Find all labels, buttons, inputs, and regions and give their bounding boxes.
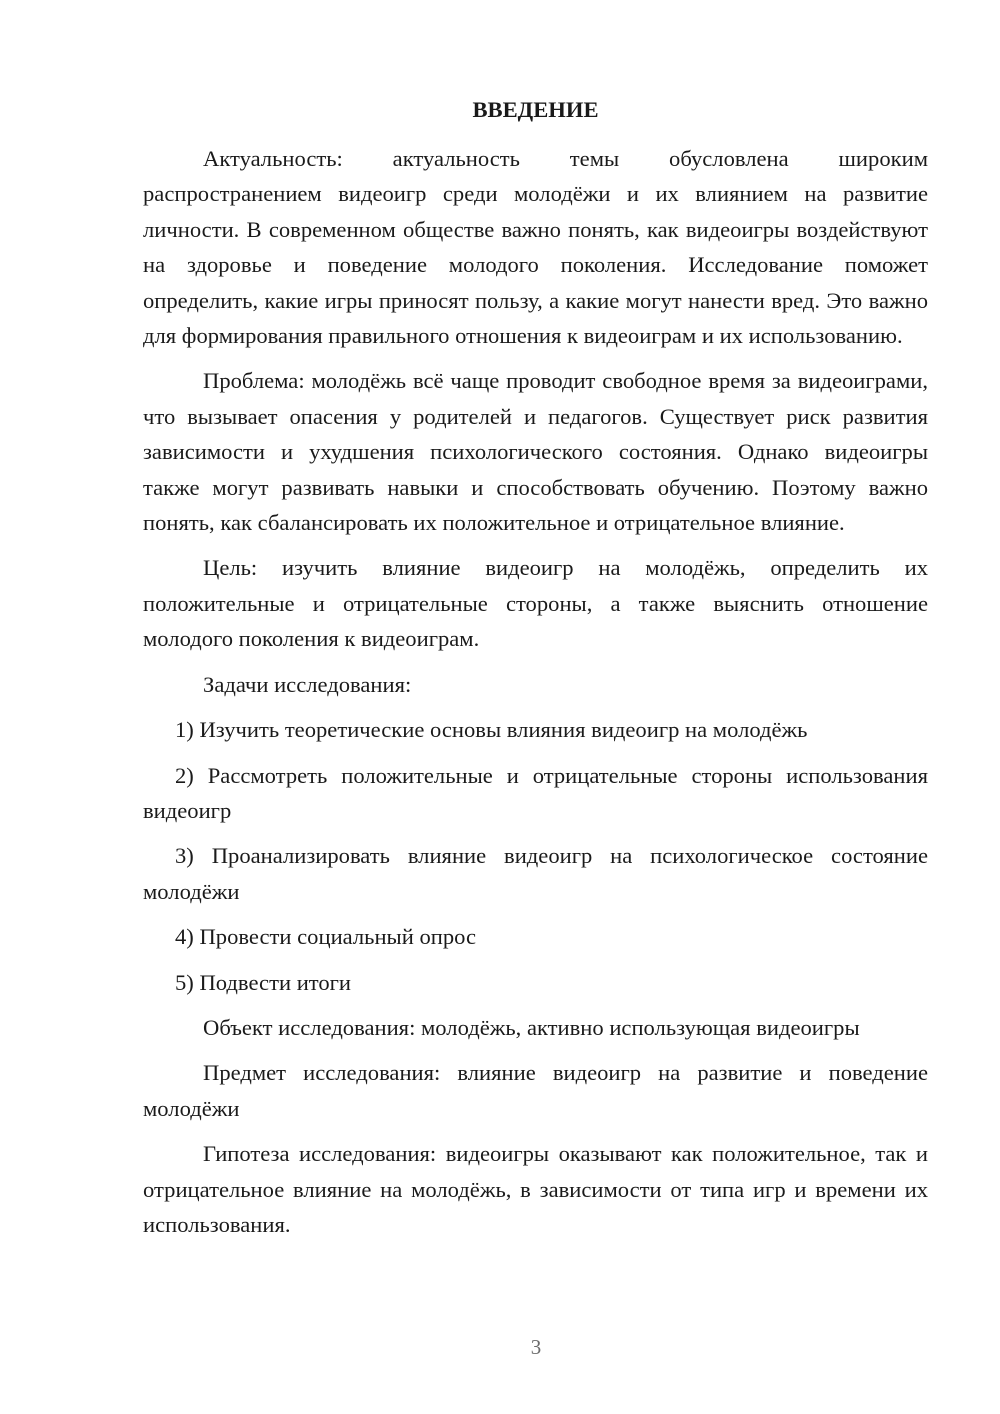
goal-paragraph: Цель: изучить влияние видеоигр на молодёжь, определить их положительные и отрицательные стороны, а также выяснить отношение молодого поколения к видеоиграм.: [143, 555, 928, 652]
task-item-2: 2) Рассмотреть положительные и отрицательные стороны использования видеоигр: [143, 762, 928, 823]
task-item-5: 5) Подвести итоги: [175, 969, 352, 995]
task-item-3: 3) Проанализировать влияние видеоигр на психологическое состояние молодёжи: [143, 843, 928, 904]
tasks-heading: Задачи исследования:: [203, 671, 412, 697]
page-title: ВВЕДЕНИЕ: [472, 97, 599, 122]
page-number: 3: [530, 1335, 542, 1359]
task-item-4: 4) Провести социальный опрос: [175, 924, 477, 950]
object-paragraph: Объект исследования: молодёжь, активно использующая видеоигры: [203, 1014, 860, 1040]
relevance-paragraph: Актуальность: актуальность темы обусловлена широким распространением видеоигр среди молодёжи и их влиянием на развитие личности. В современном обществе важно понять, как видеоигры воздействуют на здоровье и поведение молодого поколения. Исследование поможет определить, какие игры приносят пользу, а какие могут нанести вред. Это важно для формирования правильного отношения к видеоиграм и их использованию.: [143, 146, 928, 349]
task-item-1: 1) Изучить теоретические основы влияния видеоигр на молодёжь: [175, 717, 808, 743]
problem-paragraph: Проблема: молодёжь всё чаще проводит свободное время за видеоиграми, что вызывает опасения у родителей и педагогов. Существует риск развития зависимости и ухудшения психологического состояния. Однако видеоигры также могут развивать навыки и способствовать обучению. Поэтому важно понять, как сбалансировать их положительное и отрицательное влияние.: [143, 368, 928, 536]
subject-paragraph: Предмет исследования: влияние видеоигр на развитие и поведение молодёжи: [143, 1060, 928, 1121]
page-content: [143, 92, 928, 1242]
hypothesis-paragraph: Гипотеза исследования: видеоигры оказывают как положительное, так и отрицательное влияние на молодёжь, в зависимости от типа игр и времени их использования.: [143, 1141, 928, 1237]
